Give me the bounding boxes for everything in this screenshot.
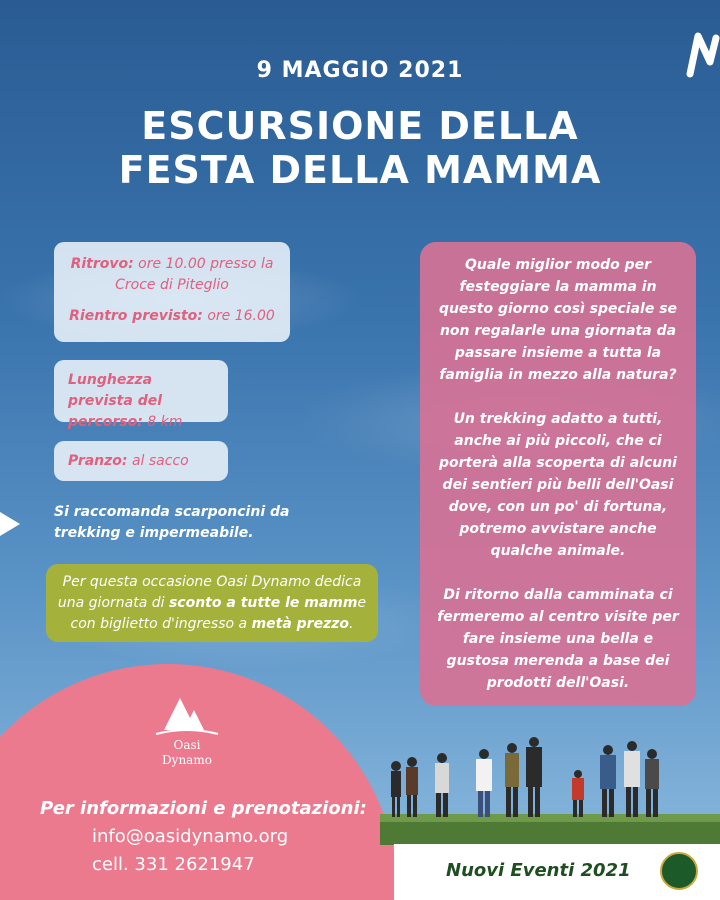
contact-email[interactable]: info@oasidynamo.org — [92, 826, 289, 847]
oasi-dynamo-badge-icon — [660, 852, 698, 890]
lunghezza-label: Lunghezza prevista del percorso: — [68, 372, 163, 430]
promo-bold-2: metà prezzo — [251, 616, 349, 632]
rientro-label: Rientro previsto: — [69, 308, 203, 324]
pranzo-label: Pranzo: — [68, 453, 128, 469]
rientro-row — [64, 306, 280, 327]
ritrovo-value: ore 10.00 presso la Croce di Piteglio — [115, 256, 274, 293]
description-paragraph-2: Un trekking adatto a tutti, anche ai più piccoli, che ci porterà alla scoperta di alcuni dei sentieri più belli dell'Oasi dove, con un po' di fortuna, potremo avvistare anche qualche animale. — [439, 411, 677, 559]
promo-bold-1: sconto a tutte le mamm — [168, 595, 358, 611]
lunch-info-box — [54, 441, 228, 481]
promo-box — [46, 564, 378, 642]
oasi-dynamo-logo-icon — [150, 696, 224, 770]
description-paragraph-1: Quale miglior modo per festeggiare la mamma in questo giorno così speciale se non regalarle una giornata da passare insieme a tutta la famiglia in mezzo alla natura? — [438, 257, 678, 383]
promo-text-2: e con biglietto d'ingresso a — [70, 595, 367, 632]
footer-events-text: Nuovi Eventi 2021 — [446, 860, 631, 881]
lunghezza-value: 8 km — [142, 414, 183, 430]
event-title-line1: ESCURSIONE DELLA — [141, 104, 579, 148]
promo-text-1: Per questa occasione Oasi Dynamo dedica una giornata di — [57, 574, 362, 611]
contact-phone[interactable]: cell. 331 2621947 — [92, 854, 255, 875]
rientro-value: ore 16.00 — [202, 308, 275, 324]
pranzo-value: al sacco — [127, 453, 189, 469]
event-date: 9 MAGGIO 2021 — [256, 58, 464, 83]
description-box — [420, 242, 696, 706]
ritrovo-row — [64, 254, 280, 296]
hikers-photo — [380, 730, 720, 845]
contact-title: Per informazioni e prenotazioni: — [40, 798, 367, 819]
arrow-right-icon — [0, 512, 20, 536]
ritrovo-label: Ritrovo: — [70, 256, 134, 272]
description-paragraph-3: Di ritorno dalla camminata ci fermeremo al centro visite per fare insieme una bella e gustosa merenda a base dei prodotti dell'Oasi. — [437, 587, 679, 691]
recommendation-text: Si raccomanda scarponcini da trekking e impermeabile. — [54, 504, 290, 541]
length-info-box — [54, 360, 228, 430]
event-title-line2: FESTA DELLA MAMMA — [118, 148, 602, 192]
promo-text-3: . — [349, 616, 354, 632]
meeting-info-box — [54, 242, 290, 342]
event-title — [0, 104, 720, 192]
oasi-logo-line2: Dynamo — [162, 753, 212, 767]
oasi-logo-line1: Oasi — [173, 738, 201, 752]
